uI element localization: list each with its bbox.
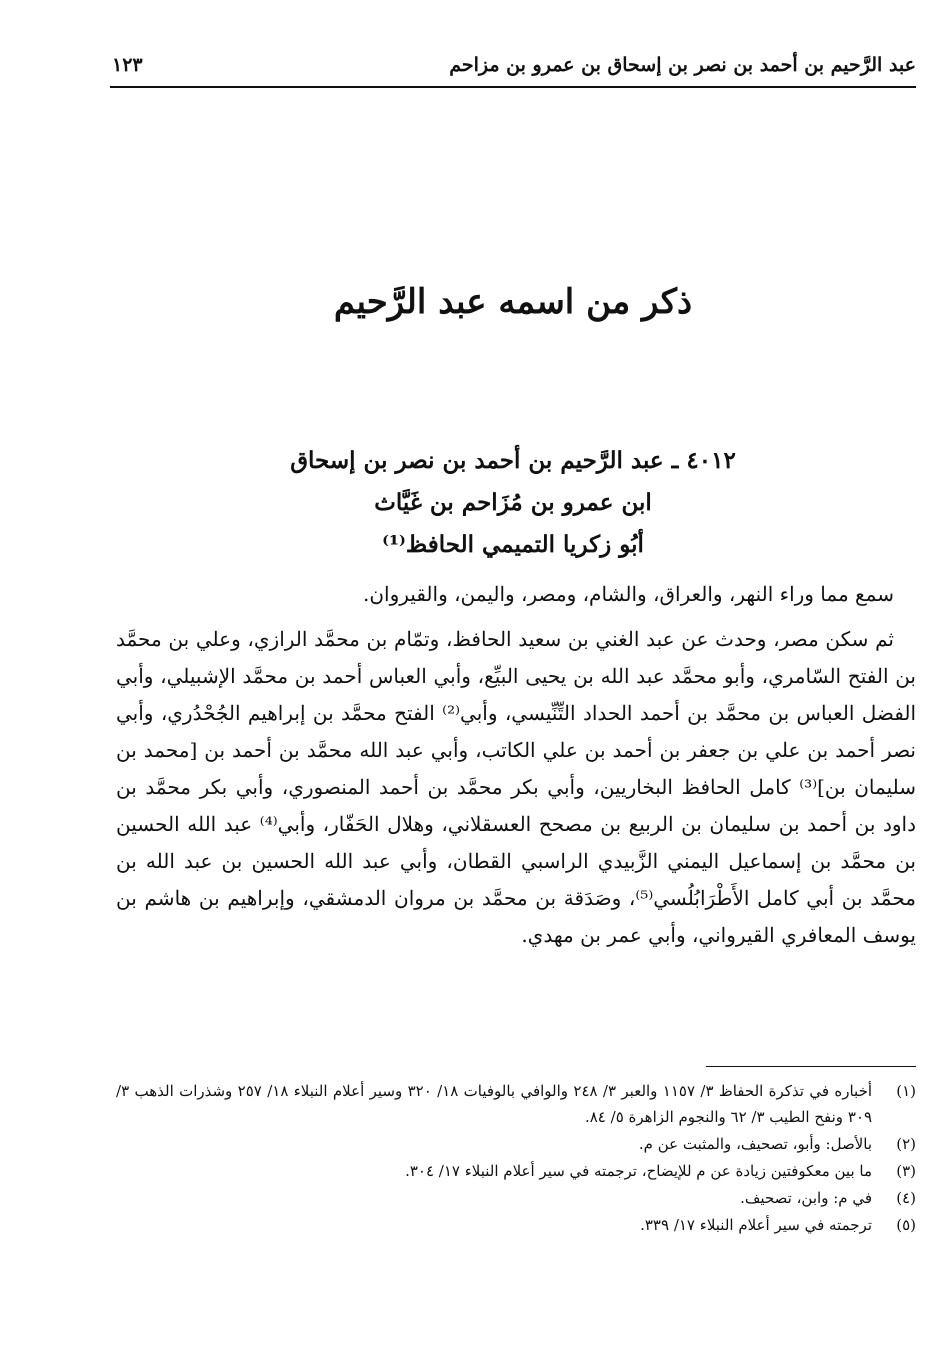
entry-heading-line: ٤٠١٢ ـ عبد الرَّحيم بن أحمد بن نصر بن إسحاق: [290, 447, 736, 474]
footnote-text: ترجمته في سير أعلام النبلاء ١٧/ ٣٣٩.: [640, 1216, 872, 1234]
footnote: [116, 1158, 916, 1184]
page-number: ١٢٣: [112, 54, 143, 76]
footnote-number: (٤): [896, 1189, 916, 1207]
footnote-divider: [706, 1066, 916, 1067]
footnote: [116, 1212, 916, 1238]
footnote: [116, 1078, 916, 1130]
footnote-number: (٥): [896, 1216, 916, 1234]
footnote: [116, 1185, 916, 1211]
footnote-number: (٣): [896, 1162, 916, 1180]
chapter-title: ذكر من اسمه عبد الرَّحيم: [333, 282, 693, 322]
running-header: [110, 50, 916, 88]
footnote-text: أخباره في تذكرة الحفاظ ٣/ ١١٥٧ والعبر ٣/ ٢٤٨ والوافي بالوفيات ١٨/ ٣٢٠ وسير أعلام النبلاء ١٨/ ٢٥٧ وشذرات الذهب ٣/ ٣٠٩ ونفح الطيب ٣/ ٦٢ والنجوم الزاهرة ٥/ ٨٤.: [116, 1082, 873, 1126]
footnotes: [116, 1078, 916, 1239]
footnote-number: (٢): [896, 1135, 916, 1153]
running-title: عبد الرَّحيم بن أحمد بن نصر بن إسحاق بن عمرو بن مزاحم: [449, 54, 916, 76]
body-paragraph: ثم سكن مصر، وحدث عن عبد الغني بن سعيد الحافظ، وتمّام بن محمَّد الرازي، وعلي بن محمَّد بن الفتح السّامري، وأبو محمَّد عبد الله بن يحيى البيِّع، وأبي العباس أحمد بن محمَّد الإشبيلي، وأبي الفضل العباس بن محمَّد بن أحمد الحداد التِّنِّيسي، وأبي⁽²⁾ الفتح محمَّد بن إبراهيم الجُحْدُري، وأبي نصر أحمد بن علي بن جعفر بن أحمد بن علي الكاتب، وأبي عبد الله محمَّد بن أحمد بن [محمد بن سليمان بن]⁽³⁾ كامل الحافظ البخاريين، وأبي بكر محمَّد بن أحمد المنصوري، وأبي بكر محمَّد بن داود بن أحمد بن سليمان بن الربيع بن مصحح العسقلاني، وهلال الحَفّار، وأبي⁽⁴⁾ عبد الله الحسين بن محمَّد بن إسماعيل اليمني الزَّبيدي الراسبي القطان، وأبي عبد الله الحسين بن عبد الله بن محمَّد بن أبي كامل الأَطْرَابُلُسي⁽⁵⁾، وصَدَقة بن محمَّد بن مروان الدمشقي، وإبراهيم بن هاشم بن يوسف المعافري القيرواني، وأبي عمر بن مهدي.: [116, 627, 917, 947]
footnote: [116, 1131, 916, 1157]
entry-body: [116, 576, 916, 962]
body-paragraph: سمع مما وراء النهر، والعراق، والشام، ومصر، واليمن، والقيروان.: [362, 582, 894, 606]
entry-heading-line: ابن عمرو بن مُزَاحم بن غَيَّاث: [374, 489, 652, 516]
footnote-text: في م: وابن، تصحيف.: [740, 1189, 872, 1207]
entry-heading-line: أبُو زكريا التميمي الحافظ⁽¹⁾: [382, 531, 644, 558]
footnote-text: بالأصل: وأبو، تصحيف، والمثبت عن م.: [638, 1135, 872, 1153]
entry-heading: [110, 440, 916, 566]
footnote-number: (١): [896, 1082, 916, 1100]
footnote-text: ما بين معكوفتين زيادة عن م للإيضاح، ترجمته في سير أعلام النبلاء ١٧/ ٣٠٤.: [405, 1162, 872, 1180]
